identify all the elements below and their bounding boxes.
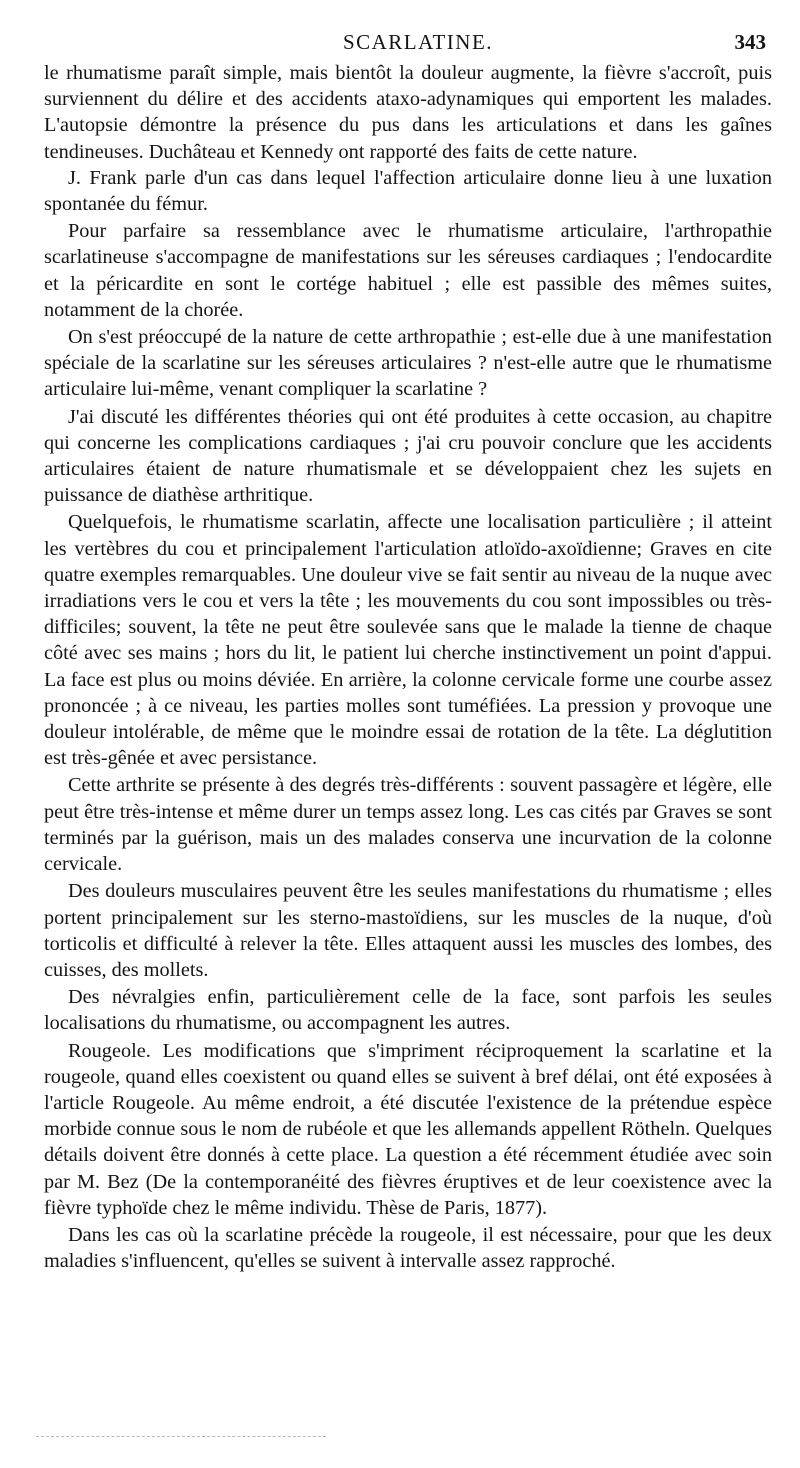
page-header (66, 28, 770, 58)
paragraph: On s'est préoccupé de la nature de cette arthropathie ; est-elle due à une manifestation spéciale de la scarlatine sur les séreuses articulaires ? n'est-elle autre que le rhumatisme articulaire lui-même, venant compliquer la scarlatine ? (44, 326, 772, 401)
paragraph: J. Frank parle d'un cas dans lequel l'affection articulaire donne lieu à une luxation spontanée du fémur. (44, 166, 772, 216)
paragraph: Des douleurs musculaires peuvent être les seules manifestations du rhumatisme ; elles portent principalement sur les sterno-mastoïdiens, sur les muscles de la nuque, d'où torticolis et difficulté à relever la tête. Elles attaquent aussi les muscles des lombes, des cuisses, des mollets. (44, 880, 772, 981)
paragraph: Rougeole. Les modifications que s'impriment réciproquement la scarlatine et la rougeole, quand elles coexistent ou quand elles se suivent à bref délai, ont été exposées à l'article Rougeole. Au même endroit, a été discutée l'existence de la prétendue espèce morbide connue sous le nom de rubéole et que les allemands appellent Rötheln. Quelques détails doivent être donnés à cette place. La question a été récemment étudiée avec soin par M. Bez (De la contemporanéité des fièvres éruptives et de leur coexistence avec la fièvre typhoïde chez le même individu. Thèse de Paris, 1877). (44, 1039, 772, 1219)
paragraph: Quelquefois, le rhumatisme scarlatin, affecte une localisation particulière ; il atteint les vertèbres du cou et principalement l'articulation atloïdo-axoïdienne; Graves en cite quatre exemples remarquables. Une douleur vive se fait sentir au niveau de la nuque avec irradiations vers le cou et vers la tête ; les mouvements du cou sont impossibles ou très-difficiles; souvent, la tête ne peut être soulevée sans que le malade la tienne de chaque côté avec ses mains ; hors du lit, le patient lui cherche instinctivement un point d'appui. La face est plus ou moins déviée. En arrière, la colonne cervicale forme une courbe assez prononcée ; à ce niveau, les parties molles sont tuméfiées. La pression y provoque une douleur intolérable, de même que le moindre essai de rotation de la tête. La déglutition est très-gênée et avec persistance. (44, 511, 772, 770)
paragraph: Des névralgies enfin, particulièrement celle de la face, sont parfois les seules localisations du rhumatisme, ou accompagnent les autres. (44, 986, 772, 1035)
paragraph: le rhumatisme paraît simple, mais bientôt la douleur augmente, la fièvre s'accroît, puis surviennent du délire et des accidents ataxo-adynamiques qui emportent les malades. L'autopsie démontre la présence du pus dans les articulations et dans les gaînes tendineuses. Duchâteau et Kennedy ont rapporté des faits de cette nature. (44, 62, 772, 163)
footer-rule (36, 1436, 326, 1437)
body-text (44, 60, 772, 1274)
page-number: 343 (734, 30, 766, 54)
paragraph: Dans les cas où la scarlatine précède la rougeole, il est nécessaire, pour que les deux maladies s'influencent, qu'elles se suivent à intervalle assez rapproché. (44, 1223, 772, 1273)
paragraph: Pour parfaire sa ressemblance avec le rhumatisme articulaire, l'arthropathie scarlatineuse s'accompagne de manifestations sur les séreuses cardiaques ; l'endocardite et la péricardite en sont le cortége habituel ; elle est passible des mêmes suites, notamment de la chorée. (44, 220, 772, 321)
paragraph: J'ai discuté les différentes théories qui ont été produites à cette occasion, au chapitre qui concerne les complications cardiaques ; j'ai cru pouvoir conclure que les accidents articulaires étaient de nature rhumatismale et se développaient chez les sujets en puissance de diathèse arthritique. (44, 405, 772, 507)
paragraph: Cette arthrite se présente à des degrés très-différents : souvent passagère et légère, elle peut être très-intense et même durer un temps assez long. Les cas cités par Graves se sont terminés par la guérison, mais un des malades conserva une incurvation de la colonne cervicale. (44, 774, 772, 876)
running-title: SCARLATINE. (342, 30, 494, 54)
